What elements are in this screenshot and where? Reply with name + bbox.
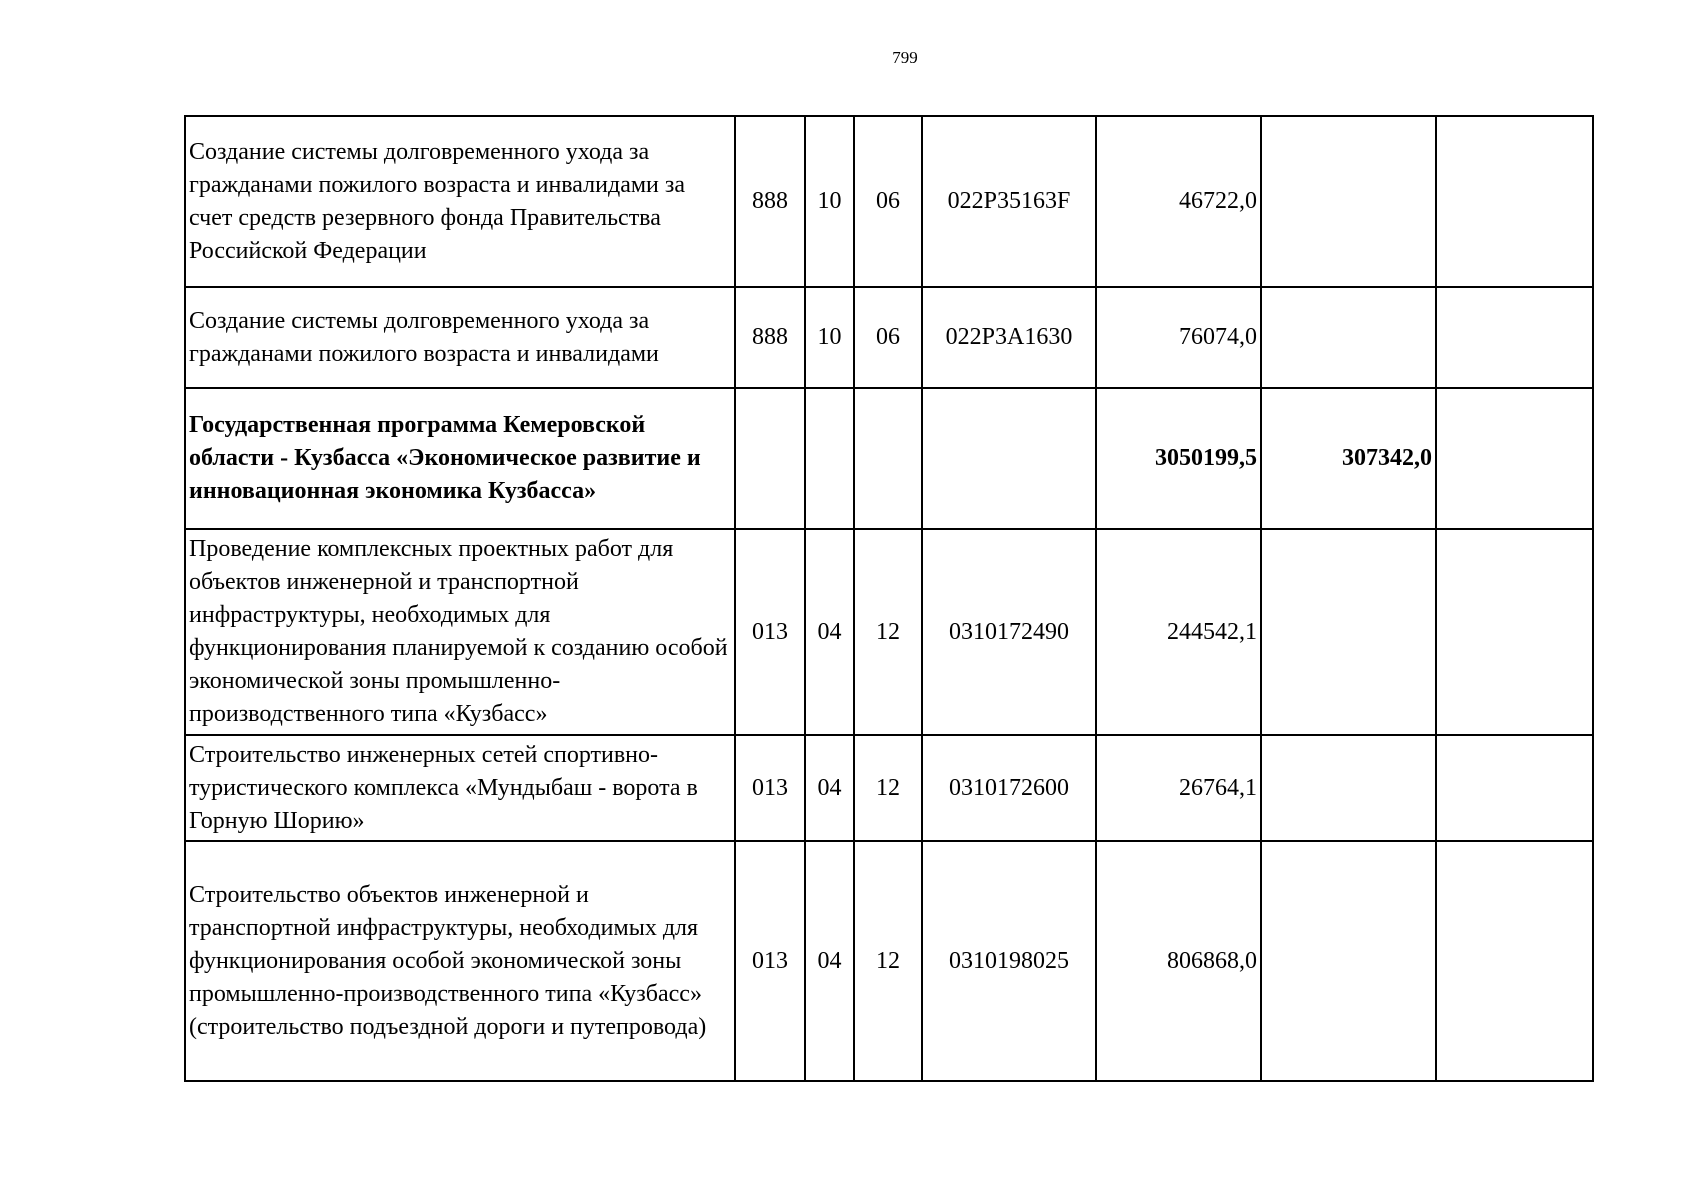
row-code: 013 — [735, 529, 805, 735]
row-code: 888 — [735, 287, 805, 388]
row-subsection: 06 — [854, 116, 922, 287]
row-value-3 — [1436, 529, 1593, 735]
row-target: 0310172600 — [922, 735, 1096, 841]
row-target: 0310198025 — [922, 841, 1096, 1081]
table-row — [185, 735, 1593, 841]
row-name: Государственная программа Кемеровской области - Кузбасса «Экономическое развитие и инновационная экономика Кузбасса» — [185, 388, 735, 529]
row-section: 04 — [805, 841, 854, 1081]
row-name: Создание системы долговременного ухода за гражданами пожилого возраста и инвалидами — [185, 287, 735, 388]
row-subsection: 12 — [854, 735, 922, 841]
row-section — [805, 388, 854, 529]
row-value-1: 76074,0 — [1096, 287, 1261, 388]
row-section: 10 — [805, 116, 854, 287]
row-value-2 — [1261, 287, 1436, 388]
row-value-1: 26764,1 — [1096, 735, 1261, 841]
table-row — [185, 841, 1593, 1081]
row-value-2 — [1261, 529, 1436, 735]
row-value-2 — [1261, 116, 1436, 287]
row-value-3 — [1436, 735, 1593, 841]
row-name: Строительство объектов инженерной и транспортной инфраструктуры, необходимых для функционирования особой экономической зоны промышленно-производственного типа «Кузбасс» (строительство подъездной дороги и путепровода) — [185, 841, 735, 1081]
row-value-1: 46722,0 — [1096, 116, 1261, 287]
row-name: Создание системы долговременного ухода за гражданами пожилого возраста и инвалидами за счет средств резервного фонда Правительства Российской Федерации — [185, 116, 735, 287]
row-code: 013 — [735, 735, 805, 841]
row-subsection: 06 — [854, 287, 922, 388]
row-value-1: 806868,0 — [1096, 841, 1261, 1081]
row-subsection: 12 — [854, 529, 922, 735]
row-name: Проведение комплексных проектных работ для объектов инженерной и транспортной инфраструктуры, необходимых для функционирования планируемой к созданию особой экономической зоны промышленно-производственного типа «Кузбасс» — [185, 529, 735, 735]
row-target — [922, 388, 1096, 529]
row-value-2 — [1261, 735, 1436, 841]
budget-table — [184, 115, 1594, 1082]
table-row — [185, 529, 1593, 735]
row-code — [735, 388, 805, 529]
row-value-3 — [1436, 287, 1593, 388]
row-section: 04 — [805, 529, 854, 735]
row-target: 0310172490 — [922, 529, 1096, 735]
row-value-3 — [1436, 116, 1593, 287]
row-target: 022P3A1630 — [922, 287, 1096, 388]
row-subsection — [854, 388, 922, 529]
row-value-2: 307342,0 — [1261, 388, 1436, 529]
table-row-program — [185, 388, 1593, 529]
row-value-1: 244542,1 — [1096, 529, 1261, 735]
row-section: 04 — [805, 735, 854, 841]
row-value-3 — [1436, 841, 1593, 1081]
table-row — [185, 116, 1593, 287]
row-value-2 — [1261, 841, 1436, 1081]
row-name: Строительство инженерных сетей спортивно-туристического комплекса «Мундыбаш - ворота в Горную Шорию» — [185, 735, 735, 841]
page-number: 799 — [892, 48, 918, 67]
row-section: 10 — [805, 287, 854, 388]
table-row — [185, 287, 1593, 388]
row-target: 022P35163F — [922, 116, 1096, 287]
row-subsection: 12 — [854, 841, 922, 1081]
row-value-3 — [1436, 388, 1593, 529]
row-code: 888 — [735, 116, 805, 287]
row-value-1: 3050199,5 — [1096, 388, 1261, 529]
row-code: 013 — [735, 841, 805, 1081]
